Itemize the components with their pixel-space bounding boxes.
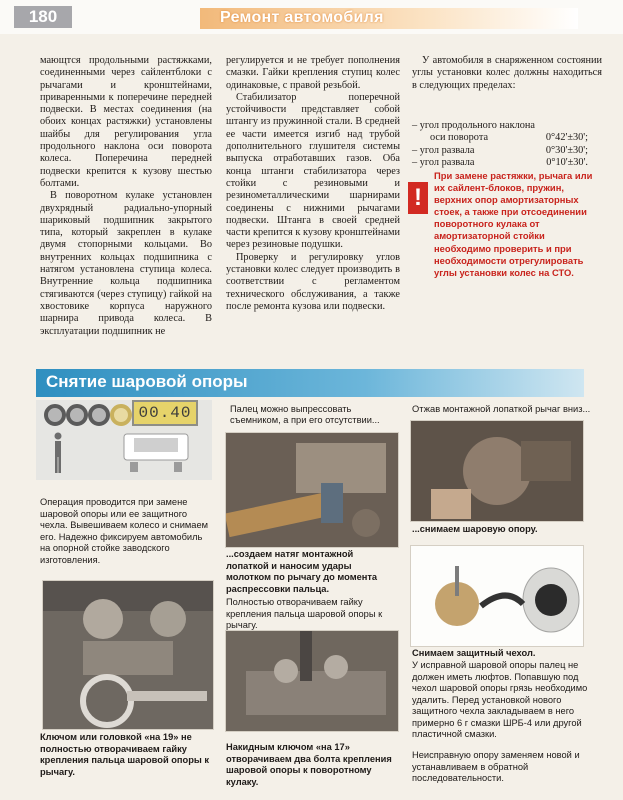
section-title: Снятие шаровой опоры: [46, 372, 248, 391]
person-icon: [52, 432, 64, 474]
warning-text: При замене растяжки, рычага или их сайлент-блоков, пружин, верхних опор амортизаторных стоек, а также при отсоединении поворотного кулака от амортизаторной стойки необходимо проверить и при необходимости отрегулировать углы установки колес на СТО.: [434, 170, 593, 278]
paragraph: Стабилизатор поперечной устойчивости представляет собой штангу из пружинной стали. В средней ее части имеется изгиб над трубой дополнительного глушителя системы выпуска отработавших газов. Оба конца штанги стабилизатора через стойки с резиновыми и резинометаллическими шарнирами соединены с нижними рычагами подвески. Штанга в своей средней части крепится к кузову кронштейнами через резиновые подушки.: [226, 91, 400, 251]
page-header: [0, 0, 623, 34]
caption-photo4-bold: Снимаем защитный чехол.: [412, 648, 536, 658]
page-number: 180: [14, 6, 72, 28]
text-column-2: [226, 55, 400, 313]
difficulty-ring-icon: [88, 404, 110, 426]
difficulty-ring-icon: [110, 404, 132, 426]
caption-photo5: Накидным ключом «на 17» отворачиваем два болта крепления шаровой опоры к поворотному кулаку.: [226, 742, 392, 787]
photo-protective-boot: [410, 545, 584, 647]
warning-icon: !: [408, 182, 428, 214]
angle-list: [412, 120, 602, 169]
paragraph: регулируется и не требует пополнения смазки. Гайки крепления ступиц колес одинаковые, с правой резьбой.: [226, 55, 400, 91]
difficulty-ring-icon: [66, 404, 88, 426]
caption-photo1: Ключом или головкой «на 19» не полностью отворачиваем гайку крепления пальца шаровой опоры к рычагу.: [40, 732, 210, 777]
caption-photo3-bottom: ...снимаем шаровую опору.: [412, 524, 538, 534]
caption-photo2-bottom: Полностью отворачиваем гайку крепления пальца шаровой опоры к рычагу.: [226, 597, 383, 630]
difficulty-ring-icon: [44, 404, 66, 426]
list-item: оси поворота 0°42'±30';: [430, 132, 588, 144]
list-item: – угол развала 0°30'±30';: [412, 144, 588, 156]
caption-photo3-top: Отжав монтажной лопаткой рычаг вниз...: [412, 404, 591, 414]
car-lift-icon: [120, 432, 192, 474]
paragraph: Проверку и регулировку углов установки колес следует производить в соответствии с регламентом технического обслуживания, а также после ремонта кузова или подвески.: [226, 251, 400, 312]
text-column-1: [40, 55, 212, 338]
time-display: 00.40: [132, 400, 198, 426]
text-column-3: [412, 55, 602, 92]
header-title: Ремонт автомобиля: [220, 9, 384, 26]
paragraph: В поворотном кулаке установлен двухрядный радиально-упорный шариковый подшипник закрытого типа, который закреплен в кулаке двумя стопорными кольцами. Во внутренних кольцах подшипника с натягом установлена ступица колеса. Внутренние кольца подшипника стягиваются (через ступицу) гайкой на хвостовике корпуса наружного шарнира привода колеса. В эксплуатации подшипник не: [40, 190, 212, 337]
list-item: – угол развала 0°10'±30'.: [412, 156, 588, 168]
paragraph: мающтся продольными растяжками, соединенными через сайлентблоки с рычагами и кронштейнами, приваренными к поперечине передней подвески. В местах соединения (на обоих концах растяжки) установлены шайбы для регулирования угла продольного наклона оси поворота колеса. Поперечина передней подвески крепится к кузову шестью болтами.: [40, 55, 212, 189]
caption-intro: Операция проводится при замене шаровой опоры или ее защитного чехла. Вывешиваем колесо и снимаем его. Надежно фиксируем автомобиль на опорной стойке заводского изготовления.: [40, 497, 209, 565]
photo-ball-joint-removed: [410, 420, 584, 522]
caption-photo2-top: Палец можно выпрессовать съемником, а при его отсутствии...: [230, 404, 380, 425]
paragraph: У автомобиля в снаряженном состоянии углы установки колес должны находиться в следующих пределах:: [412, 55, 602, 91]
photo-nut-removal: [42, 580, 214, 730]
photo-hammer: [225, 432, 399, 548]
photo-bolts: [225, 630, 399, 732]
warning-box: [408, 170, 600, 292]
caption-photo4-end: Неисправную опору заменяем новой и устанавливаем в обратной последовательности.: [412, 750, 580, 783]
caption-photo4: У исправной шаровой опоры палец не должен иметь люфтов. Попавшую под чехол шаровой опоры грязь необходимо удалить. Перед установкой нового защитного чехла закладываем в него примерно 6 г смазки ШРБ-4 или другой пластичной смазки.: [412, 660, 588, 739]
caption-photo2-bottom-bold: ...создаем натяг монтажной лопаткой и наносим удары молотком по рычагу до момента распрессовки пальца.: [226, 549, 378, 594]
list-item: – угол продольного наклона: [412, 120, 535, 131]
